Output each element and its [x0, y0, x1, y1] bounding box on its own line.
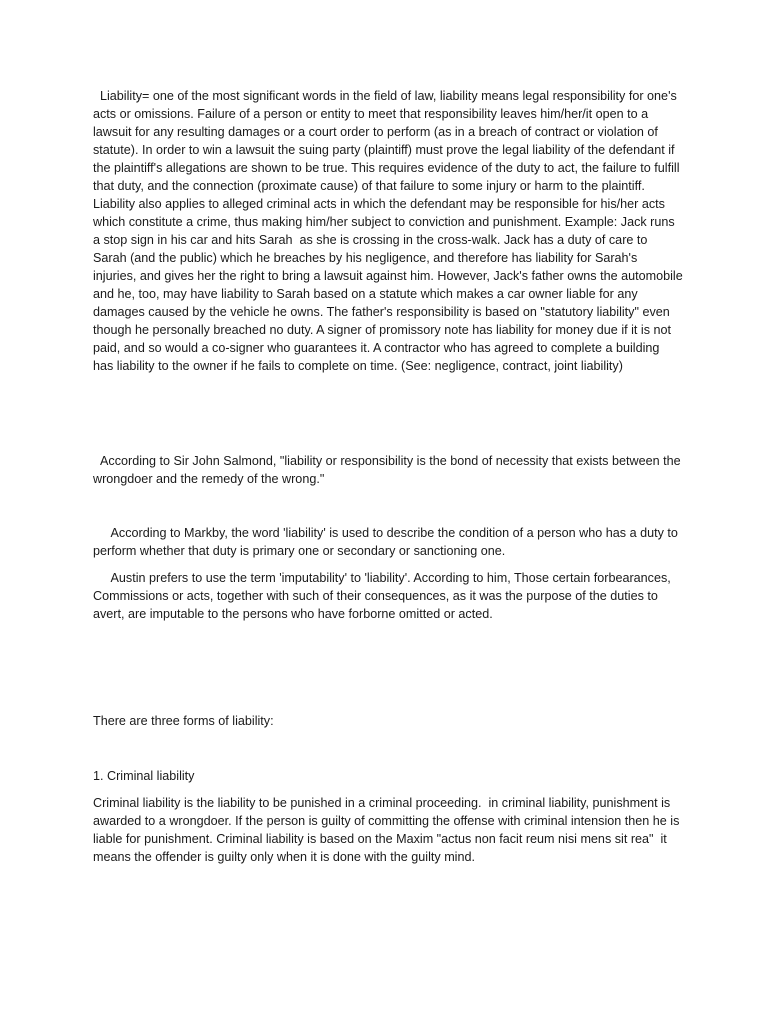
liability-definition-paragraph: Liability= one of the most significant words in the field of law, liability means legal responsibility for one's acts or omissions. Failure of a person or entity to meet that responsibility leaves him/her/it open to a lawsuit for any resulting damages or a court order to perform (as in a breach of contract or violation of statute). In order to win a lawsuit the suing party (plaintiff) must prove the legal liability of the defendant if the plaintiff's allegations are shown to be true. This requires evidence of the duty to act, the failure to fulfill that duty, and the connection (proximate cause) of that failure to some injury or harm to the plaintiff. Liability also applies to alleged criminal acts in which the defendant may be responsible for his/her acts which constitute a crime, thus making him/her subject to conviction and punishment. Example: Jack runs a stop sign in his car and hits Sarah as she is crossing in the cross-walk. Jack has a duty of care to Sarah (and the public) which he breaches by his negligence, and therefore has liability for Sarah's injuries, and gives her the right to bring a lawsuit against him. However, Jack's father owns the automobile and he, too, may have liability to Sarah based on a statute which makes a car owner liable for any damages caused by the vehicle he owns. The father's responsibility is based on "statutory liability" even though he personally breached no duty. A signer of promissory note has liability for money due if it is not paid, and so would a co-signer who guarantees it. A contractor who has agreed to complete a building has liability to the owner if he fails to complete on time. (See: negligence, contract, joint liability): [93, 89, 687, 373]
forms-of-liability-intro: There are three forms of liability:: [93, 714, 274, 728]
markby-definition-paragraph: According to Markby, the word 'liability' is used to describe the condition of a person who has a duty to perform whether that duty is primary one or secondary or sanctioning one.: [93, 526, 682, 558]
criminal-liability-paragraph: Criminal liability is the liability to be punished in a criminal proceeding. in criminal liability, punishment is awarded to a wrongdoer. If the person is guilty of committing the offense with criminal intension then he is liable for punishment. Criminal liability is based on the Maxim "actus non facit reum nisi mens sit rea" it means the offender is guilty only when it is done with the guilty mind.: [93, 796, 683, 864]
austin-definition-paragraph: Austin prefers to use the term 'imputability' to 'liability'. According to him, Those certain forbearances, Commissions or acts, together with such of their consequences, as it was the purpose of the duties to avert, are imputable to the persons who have forborne omitted or acted.: [93, 571, 675, 621]
criminal-liability-heading: 1. Criminal liability: [93, 769, 195, 783]
salmond-definition-paragraph: According to Sir John Salmond, "liability or responsibility is the bond of necessity that exists between the wrongdoer and the remedy of the wrong.": [93, 454, 685, 486]
